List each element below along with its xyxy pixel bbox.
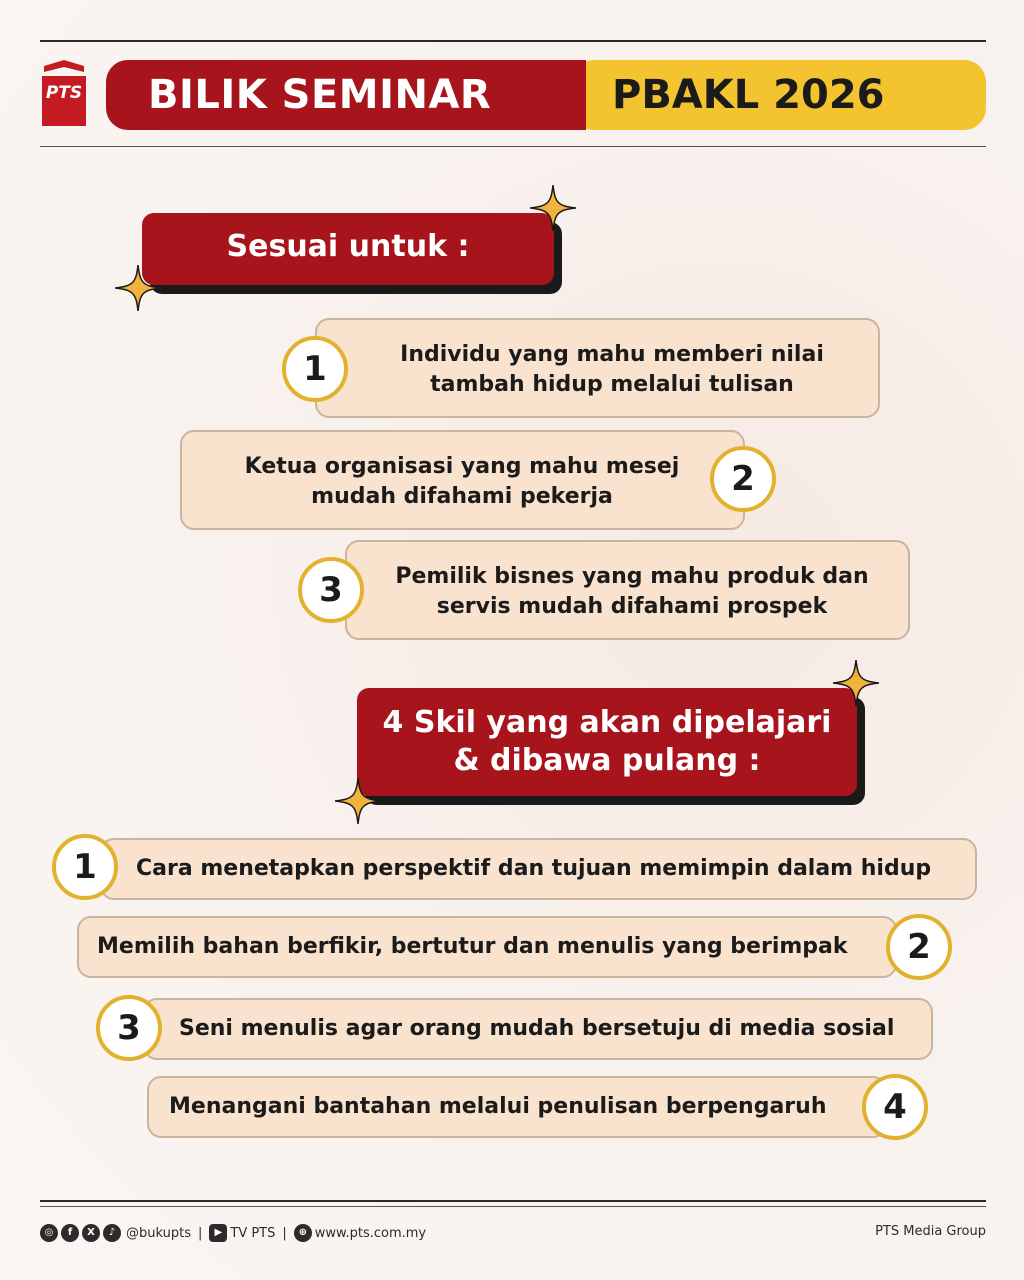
number-badge: 1 xyxy=(52,834,118,900)
svg-text:PTS: PTS xyxy=(45,83,83,103)
list-item-text: Memilih bahan berfikir, bertutur dan menulis yang berimpak xyxy=(97,934,848,959)
sparkle-icon xyxy=(833,660,879,706)
tiktok-icon[interactable]: ♪ xyxy=(103,1224,121,1242)
list-item xyxy=(77,916,897,978)
list-item xyxy=(147,1076,887,1138)
website-link[interactable]: www.pts.com.my xyxy=(314,1225,427,1241)
number-badge: 1 xyxy=(282,336,348,402)
instagram-icon[interactable]: ◎ xyxy=(40,1224,58,1242)
globe-icon[interactable]: ⊕ xyxy=(294,1224,312,1242)
company-name: PTS Media Group xyxy=(875,1224,986,1239)
list-item xyxy=(345,540,910,640)
list-item-text: Individu yang mahu memberi nilai tambah hidup melalui tulisan xyxy=(400,342,824,397)
number-badge: 3 xyxy=(298,557,364,623)
footer-separator: | xyxy=(197,1225,203,1241)
list-item xyxy=(180,430,745,530)
top-rule-thin xyxy=(40,146,986,147)
facebook-icon[interactable]: f xyxy=(61,1224,79,1242)
section2-heading xyxy=(357,688,857,796)
number-badge: 3 xyxy=(96,995,162,1061)
section2-heading-line1: 4 Skil yang akan dipelajari xyxy=(382,705,832,740)
social-handle[interactable]: @bukupts xyxy=(126,1225,191,1241)
list-item-text: Menangani bantahan melalui penulisan berpengaruh xyxy=(169,1094,827,1119)
tv-link[interactable]: TV PTS xyxy=(230,1225,276,1241)
x-icon[interactable]: X xyxy=(82,1224,100,1242)
youtube-icon[interactable]: ▶ xyxy=(209,1224,227,1242)
number-badge: 2 xyxy=(710,446,776,512)
section1-heading: Sesuai untuk : xyxy=(142,213,554,285)
list-item-text: Pemilik bisnes yang mahu produk dan servis mudah difahami prospek xyxy=(395,564,869,619)
event-label: PBAKL 2026 xyxy=(572,60,986,130)
pts-logo xyxy=(40,58,88,128)
bottom-rule-thin xyxy=(40,1206,986,1207)
top-rule xyxy=(40,40,986,42)
footer-social xyxy=(40,1222,426,1244)
bottom-rule xyxy=(40,1200,986,1202)
sparkle-icon xyxy=(115,265,161,311)
list-item xyxy=(100,838,977,900)
list-item-text: Ketua organisasi yang mahu mesej mudah difahami pekerja xyxy=(244,454,680,509)
list-item-text: Cara menetapkan perspektif dan tujuan memimpin dalam hidup xyxy=(136,856,932,881)
sparkle-icon xyxy=(530,185,576,231)
section2-heading-line2: & dibawa pulang : xyxy=(453,743,761,778)
list-item-text: Seni menulis agar orang mudah bersetuju di media sosial xyxy=(179,1016,895,1041)
list-item xyxy=(315,318,880,418)
number-badge: 4 xyxy=(862,1074,928,1140)
number-badge: 2 xyxy=(886,914,952,980)
sparkle-icon xyxy=(335,778,381,824)
page-title: BILIK SEMINAR xyxy=(106,60,586,130)
list-item xyxy=(143,998,933,1060)
footer-separator: | xyxy=(282,1225,287,1241)
